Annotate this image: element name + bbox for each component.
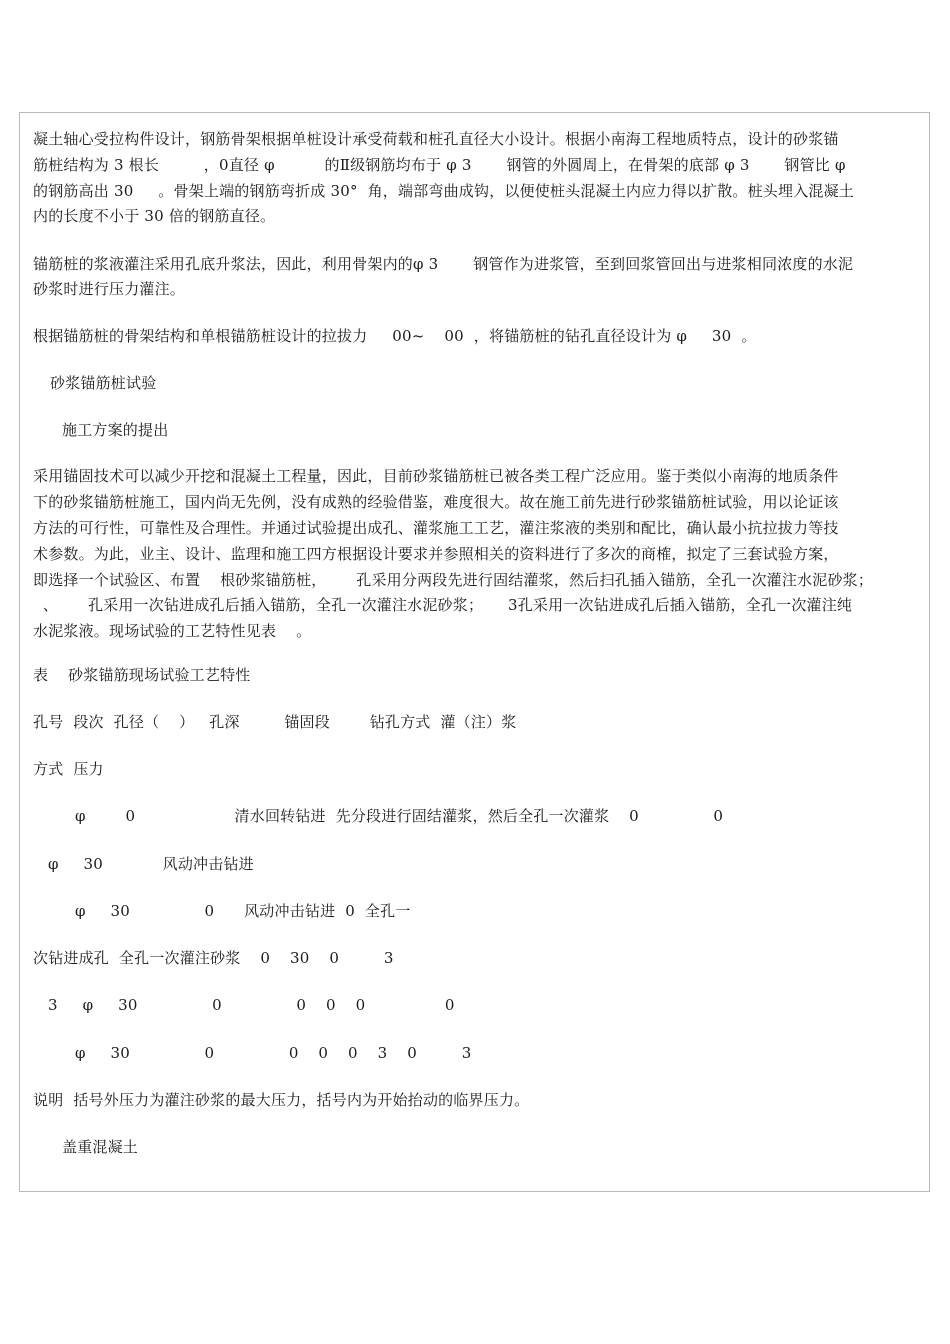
table-row: 3 φ 30 0 0 0 0 0 [48,996,455,1014]
section-heading: 砂浆锚筋桩试验 [50,374,157,392]
text-line: 采用锚固技术可以减少开挖和混凝土工程量，因此，目前砂浆锚筋桩已被各类工程广泛应用。鉴于类似小南海的地质条件 [33,467,839,485]
text-line: 的钢筋高出 30 。骨架上端的钢筋弯折成 30° 角，端部弯曲成钩，以便使桩头混凝土内应力得以扩散。桩头埋入混凝土 [33,182,854,200]
subsection-heading: 施工方案的提出 [62,421,169,439]
table-row: 次钻进成孔 全孔一次灌注砂浆 0 30 0 3 [33,949,394,967]
text-line: 下的砂浆锚筋桩施工，国内尚无先例，没有成熟的经验借鉴，难度很大。故在施工前先进行砂浆锚筋桩试验，用以论证该 [33,493,839,511]
footer-heading: 盖重混凝土 [62,1138,139,1156]
text-line: 凝土轴心受拉构件设计，钢筋骨架根据单桩设计承受荷载和桩孔直径大小设计。根据小南海工程地质特点，设计的砂浆锚 [33,130,839,148]
table-row: φ 30 0 0 0 0 3 0 3 [75,1044,472,1062]
text-line: 术参数。为此，业主、设计、监理和施工四方根据设计要求并参照相关的资料进行了多次的商榷，拟定了三套试验方案， [33,545,839,563]
text-line: 砂浆时进行压力灌注。 [33,280,186,298]
table-row: φ 30 0 风动冲击钻进 0 全孔一 [75,902,411,920]
text-line: 、 孔采用一次钻进成孔后插入锚筋，全孔一次灌注水泥砂浆； 3孔采用一次钻进成孔后插入锚筋，全孔一次灌注纯 [33,596,853,614]
text-line: 即选择一个试验区、布置 根砂浆锚筋桩， 孔采用分两段先进行固结灌浆，然后扫孔插入锚筋，全孔一次灌注水泥砂浆； [33,571,874,589]
text-line: 水泥浆液。现场试验的工艺特性见表 。 [33,622,312,640]
pullout-paragraph: 根据锚筋桩的骨架结构和单根锚筋桩设计的拉拔力 00~ 00 ，将锚筋桩的钻孔直径设计为 φ 30 。 [33,327,757,345]
text-line: 筋桩结构为 3 根长 ，0直径 φ 的Ⅱ级钢筋均布于 φ 3 钢管的外圆周上，在骨架的底部 φ 3 钢管比 φ [33,156,846,174]
text-line: 内的长度不小于 30 倍的钢筋直径。 [33,207,276,225]
table-note: 说明 括号外压力为灌注砂浆的最大压力，括号内为开始抬动的临界压力。 [33,1091,530,1109]
table-row: φ 30 风动冲击钻进 [48,855,254,873]
text-line: 锚筋桩的浆液灌注采用孔底升浆法，因此，利用骨架内的φ 3 钢管作为进浆管，至到回浆管回出与进浆相同浓度的水泥 [33,255,854,273]
table-header: 方式 压力 [33,760,104,778]
text-line: 方法的可行性，可靠性及合理性。并通过试验提出成孔、灌浆施工工艺，灌注浆液的类别和配比，确认最小抗拉拔力等技 [33,519,839,537]
table-header: 孔号 段次 孔径（ ） 孔深 锚固段 钻孔方式 灌（注）浆 [33,713,517,731]
table-row: φ 0 清水回转钻进 先分段进行固结灌浆，然后全孔一次灌浆 0 0 [75,807,724,825]
table-caption: 表 砂浆锚筋现场试验工艺特性 [33,666,251,684]
